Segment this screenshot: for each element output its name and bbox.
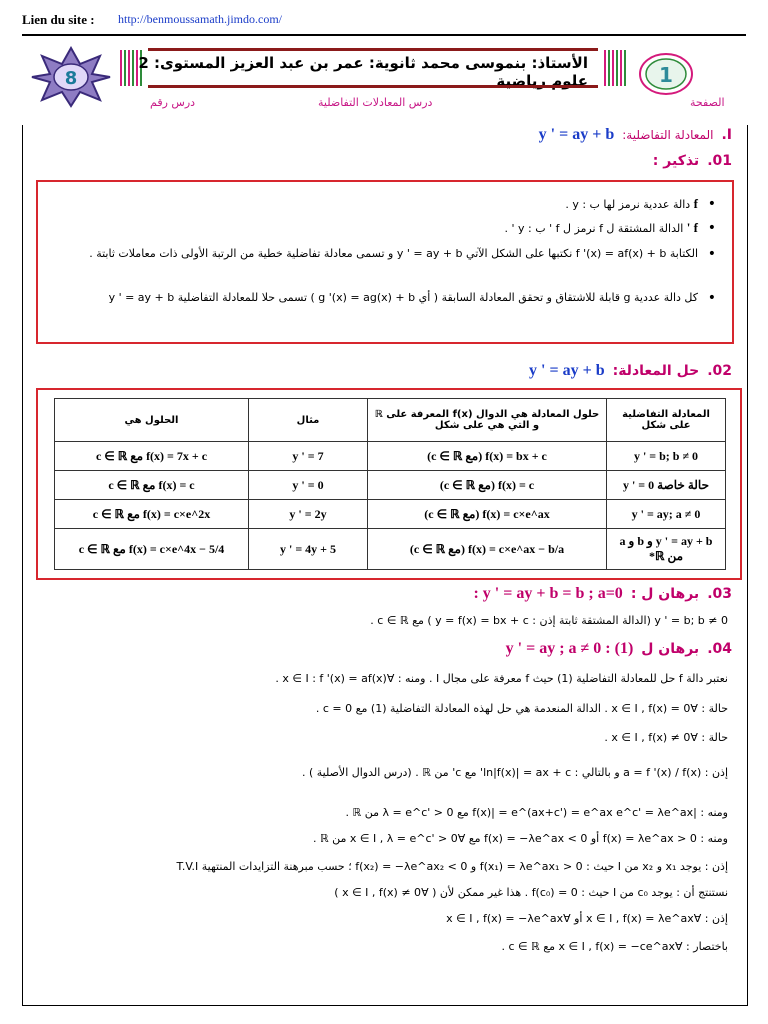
top-divider <box>22 34 746 36</box>
proof-line: إذن : a = f '(x) / f(x) و بالتالي : ln|f(x)| = ax + c' مع c' من ℝ . (درس الدوال الأصلية ) . <box>301 766 728 779</box>
table-header: الحلول هي <box>55 399 249 442</box>
table-cell: f(x) = c مع c ∈ ℝ <box>55 471 249 500</box>
subsection-title: برهان ل : <box>630 586 700 602</box>
proof-line: ومنه : f(x) = λe^ax > 0 أو f(x) = −λe^ax < 0 مع ∀x ∈ I , λ = e^c' > 0 من ℝ . <box>312 832 728 845</box>
logo-number: 8 <box>64 68 78 89</box>
table-cell: y ' = 2y <box>249 500 368 529</box>
list-item: • f ' الدالة المشتقة ل f نرمز ل f ' ب : y ' . <box>78 220 698 237</box>
table-header: مثال <box>249 399 368 442</box>
table-row <box>55 500 726 529</box>
table-cell: f(x) = 7x + c مع c ∈ ℝ <box>55 442 249 471</box>
teacher-info: الأستاذ: بنموسى محمد ثانوية: عمر بن عبد العزيز المستوى: 2 علوم رياضية <box>138 54 588 90</box>
table-row <box>55 442 726 471</box>
lesson-title: درس المعادلات التفاضلية <box>318 96 433 109</box>
subsection-number: 03. <box>707 586 732 602</box>
proof-line: إذن : ∀x ∈ I , f(x) = λe^ax أو ∀x ∈ I , f(x) = −λe^ax <box>446 912 728 925</box>
solutions-table <box>54 398 726 570</box>
table-cell: f(x) = c×e^ax − b/a (مع c ∈ ℝ) <box>368 529 607 570</box>
table-cell: y ' = b; b ≠ 0 <box>607 442 726 471</box>
table-header: حلول المعادلة هي الدوال f(x) المعرفة على ℝ و التي هي على شكل <box>368 399 607 442</box>
section-title: المعادلة التفاضلية: <box>622 128 714 142</box>
stripes-decoration <box>604 50 626 86</box>
subsection-equation: y ' = ay + b <box>529 362 605 379</box>
site-link[interactable]: http://benmoussamath.jimdo.com/ <box>118 12 282 26</box>
table-row <box>55 529 726 570</box>
proof-line: y ' = b; b ≠ 0 (الدالة المشتقة ثابتة إذن : y = f(x) = bx + c ) مع c ∈ ℝ . <box>370 614 728 627</box>
subsection-heading <box>506 640 732 658</box>
table-cell: f(x) = c (مع c ∈ ℝ) <box>368 471 607 500</box>
page-number: 1 <box>659 63 673 87</box>
subsection-number: 04. <box>707 641 732 657</box>
table-row <box>55 471 726 500</box>
table-cell: y ' = 4y + 5 <box>249 529 368 570</box>
table-cell: حالة خاصة y ' = 0 <box>607 471 726 500</box>
list-item: • كل دالة عددية g قابلة للاشتقاق و تحقق المعادلة السابقة ( أي g '(x) = ag(x) + b ) تسمى حلا للمعادلة التفاضلية y ' = ay + b <box>78 290 698 306</box>
page-number-badge <box>638 52 694 96</box>
header-divider <box>148 48 598 51</box>
table-cell: f(x) = c×e^4x − 5/4 مع c ∈ ℝ <box>55 529 249 570</box>
section-heading <box>539 126 732 144</box>
table-header-row <box>55 399 726 442</box>
table-cell: f(x) = c×e^2x مع c ∈ ℝ <box>55 500 249 529</box>
subsection-heading <box>529 362 732 380</box>
table-header: المعادلة التفاضلية على شكل <box>607 399 726 442</box>
site-label: Lien du site : <box>22 12 95 27</box>
table-cell: y ' = 7 <box>249 442 368 471</box>
subsection-equation: y ' = ay ; a ≠ 0 : (1) <box>505 640 634 657</box>
subsection-number: 01. <box>707 153 732 169</box>
list-item: • الكتابة f '(x) = af(x) + b نكتبها على الشكل الآتي y ' = ay + b و تسمى معادلة تفاضلية خطية من الرتبة الأولى ذات معاملات ثابتة . <box>78 246 698 262</box>
header-bar <box>118 46 628 90</box>
lesson-number-label: درس رقم <box>150 96 196 109</box>
list-item: • f دالة عددية نرمز لها ب : y . <box>78 196 698 213</box>
proof-line: حالة : ∀x ∈ I , f(x) = 0 . الدالة المنعدمة هي حل لهذه المعادلة التفاضلية (1) مع c = 0 . <box>315 702 728 715</box>
page-label: الصفحة <box>690 96 725 109</box>
subsection-title: حل المعادلة: <box>612 363 700 379</box>
proof-line: إذن : يوجد x₁ و x₂ من I حيث : f(x₁) = λe^ax₁ > 0 و f(x₂) = −λe^ax₂ < 0 ؛ حسب مبرهنة التزايدات المنتهية T.V.I <box>176 860 728 873</box>
subsection-heading <box>473 585 732 603</box>
section-number: I. <box>721 127 732 143</box>
proof-line: ومنه : |f(x)| = e^(ax+c') = e^ax e^c' = λe^ax مع λ = e^c' > 0 من ℝ . <box>345 806 728 819</box>
proof-line: نستنتج أن : يوجد c₀ من I حيث : f(c₀) = 0 . هذا غير ممكن لأن ( ∀x ∈ I , f(x) ≠ 0 ) <box>334 886 728 899</box>
table-cell: f(x) = c×e^ax (مع c ∈ ℝ) <box>368 500 607 529</box>
subsection-equation: y ' = ay + b = b ; a=0 : <box>473 585 623 602</box>
table-cell: y ' = ay + b و b و a من ℝ* <box>607 529 726 570</box>
proof-line: حالة : ∀x ∈ I , f(x) ≠ 0 . <box>604 731 728 744</box>
table-cell: y ' = ay; a ≠ 0 <box>607 500 726 529</box>
subsection-title: تذكير : <box>652 153 700 169</box>
table-cell: y ' = 0 <box>249 471 368 500</box>
proof-line: نعتبر دالة f حل للمعادلة التفاضلية (1) حيث f معرفة على مجال I . ومنه : ∀x ∈ I : f '(x) = af(x) . <box>275 672 728 685</box>
proof-line: باختصار : ∀x ∈ I , f(x) = −ce^ax مع c ∈ ℝ . <box>501 940 728 953</box>
subsection-number: 02. <box>707 363 732 379</box>
section-equation: y ' = ay + b <box>538 126 615 143</box>
subsection-heading <box>653 153 732 169</box>
table-cell: f(x) = bx + c (مع c ∈ ℝ) <box>368 442 607 471</box>
header-divider <box>148 85 598 88</box>
star-logo-icon <box>30 46 112 108</box>
subsection-title: برهان ل <box>641 641 700 657</box>
